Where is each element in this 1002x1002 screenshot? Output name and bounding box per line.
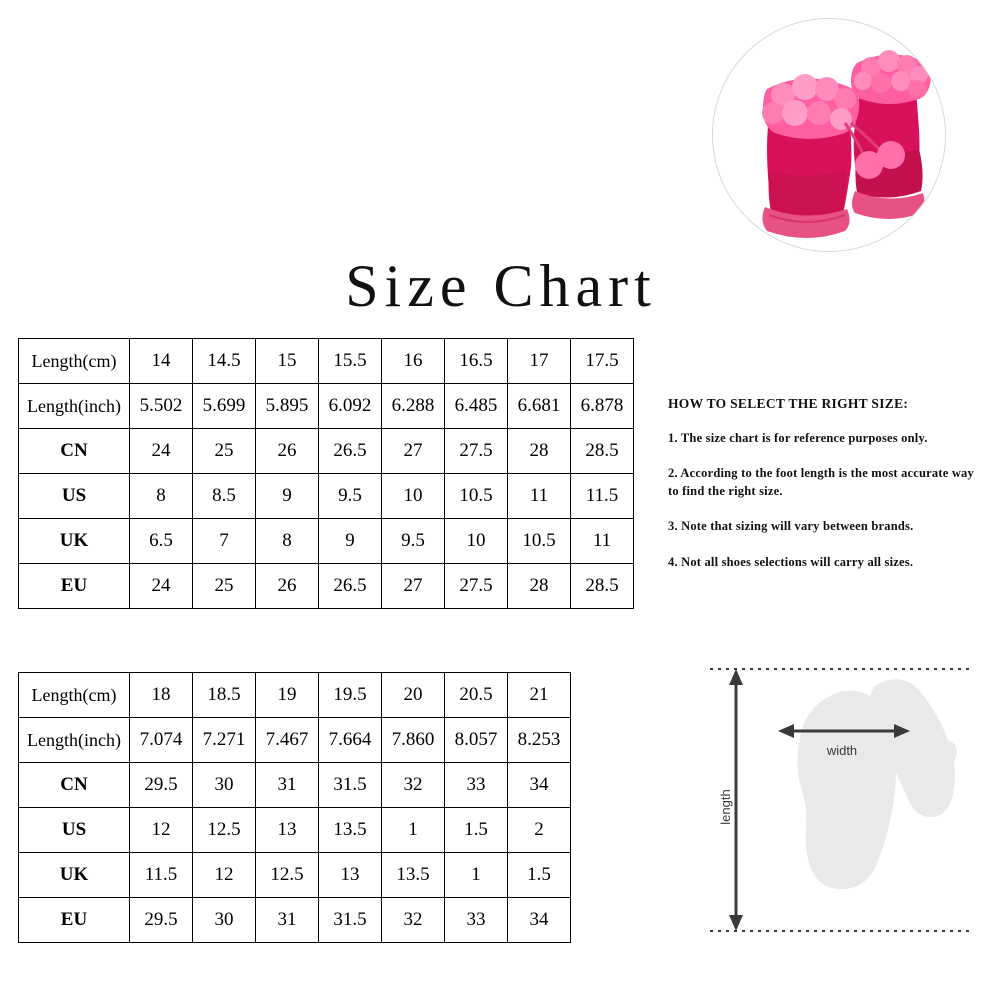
table-cell: 15	[256, 339, 319, 384]
table-cell: 6.288	[382, 384, 445, 429]
how-to-select-item-1: 1. The size chart is for reference purposes only.	[668, 431, 928, 445]
table-cell: 28.5	[571, 429, 634, 474]
table-row	[19, 718, 571, 763]
table-cell: 17	[508, 339, 571, 384]
table-cell: 26	[256, 564, 319, 609]
table-cell: 14.5	[193, 339, 256, 384]
table-cell: 17.5	[571, 339, 634, 384]
table-cell: 10	[382, 474, 445, 519]
length-label: length	[718, 789, 733, 825]
width-label: width	[826, 743, 858, 758]
table-row	[19, 898, 571, 943]
table-cell: 7.664	[319, 718, 382, 763]
row-header: EU	[19, 564, 130, 609]
table-cell: 12.5	[256, 853, 319, 898]
table-cell: 27.5	[445, 564, 508, 609]
table-cell: 26.5	[319, 429, 382, 474]
page-title: Size Chart	[345, 253, 657, 319]
size-table-small	[18, 338, 634, 609]
table-cell: 32	[382, 898, 445, 943]
table-cell: 28	[508, 564, 571, 609]
table-cell: 11.5	[571, 474, 634, 519]
size-table-large	[18, 672, 571, 943]
table-cell: 30	[193, 763, 256, 808]
table-cell: 24	[130, 564, 193, 609]
table-cell: 6.5	[130, 519, 193, 564]
table-cell: 30	[193, 898, 256, 943]
table-cell: 10	[445, 519, 508, 564]
table-cell: 10.5	[508, 519, 571, 564]
table-cell: 29.5	[130, 763, 193, 808]
table-row	[19, 673, 571, 718]
table-cell: 27.5	[445, 429, 508, 474]
table-cell: 16.5	[445, 339, 508, 384]
row-header: UK	[19, 853, 130, 898]
how-to-select-item-2: 2. According to the foot length is the most accurate way to find the right size.	[668, 466, 974, 499]
table-cell: 13	[256, 808, 319, 853]
table-cell: 1.5	[445, 808, 508, 853]
how-to-select-item-4: 4. Not all shoes selections will carry all sizes.	[668, 554, 914, 569]
table-cell: 31.5	[319, 763, 382, 808]
table-cell: 8	[130, 474, 193, 519]
table-cell: 32	[382, 763, 445, 808]
row-header: EU	[19, 898, 130, 943]
row-header: CN	[19, 429, 130, 474]
table-cell: 29.5	[130, 898, 193, 943]
table-cell: 12	[130, 808, 193, 853]
table-cell: 21	[508, 673, 571, 718]
table-cell: 2	[508, 808, 571, 853]
table-cell: 33	[445, 898, 508, 943]
table-cell: 18.5	[193, 673, 256, 718]
table-cell: 20	[382, 673, 445, 718]
table-cell: 11	[571, 519, 634, 564]
table-cell: 25	[193, 429, 256, 474]
foot-measure-diagram	[690, 655, 980, 945]
row-header: Length(cm)	[19, 339, 130, 384]
table-row	[19, 474, 634, 519]
table-cell: 10.5	[445, 474, 508, 519]
table-cell: 6.681	[508, 384, 571, 429]
table-cell: 19.5	[319, 673, 382, 718]
table-cell: 6.092	[319, 384, 382, 429]
table-row	[19, 384, 634, 429]
table-row	[19, 853, 571, 898]
table-cell: 5.699	[193, 384, 256, 429]
table-cell: 7.271	[193, 718, 256, 763]
table-row	[19, 429, 634, 474]
product-photo	[712, 18, 946, 252]
table-cell: 24	[130, 429, 193, 474]
table-cell: 1	[382, 808, 445, 853]
row-header: Length(cm)	[19, 673, 130, 718]
table-cell: 13.5	[382, 853, 445, 898]
table-cell: 7.467	[256, 718, 319, 763]
table-cell: 7	[193, 519, 256, 564]
row-header: Length(inch)	[19, 384, 130, 429]
table-row	[19, 808, 571, 853]
table-row	[19, 339, 634, 384]
table-cell: 14	[130, 339, 193, 384]
table-cell: 8	[256, 519, 319, 564]
row-header: UK	[19, 519, 130, 564]
table-cell: 8.253	[508, 718, 571, 763]
table-cell: 9	[319, 519, 382, 564]
table-cell: 6.878	[571, 384, 634, 429]
table-cell: 11.5	[130, 853, 193, 898]
table-cell: 27	[382, 429, 445, 474]
table-cell: 34	[508, 763, 571, 808]
table-cell: 31.5	[319, 898, 382, 943]
row-header: CN	[19, 763, 130, 808]
table-cell: 6.485	[445, 384, 508, 429]
table-cell: 34	[508, 898, 571, 943]
table-cell: 12	[193, 853, 256, 898]
table-cell: 28	[508, 429, 571, 474]
table-cell: 8.5	[193, 474, 256, 519]
table-cell: 11	[508, 474, 571, 519]
table-row	[19, 519, 634, 564]
footprint-icon	[797, 679, 957, 889]
table-cell: 31	[256, 898, 319, 943]
row-header: US	[19, 808, 130, 853]
table-cell: 5.502	[130, 384, 193, 429]
table-cell: 25	[193, 564, 256, 609]
table-cell: 27	[382, 564, 445, 609]
table-cell: 19	[256, 673, 319, 718]
table-cell: 18	[130, 673, 193, 718]
table-cell: 5.895	[256, 384, 319, 429]
table-cell: 9.5	[382, 519, 445, 564]
how-to-select-title: HOW TO SELECT THE RIGHT SIZE:	[668, 396, 909, 411]
row-header: US	[19, 474, 130, 519]
snow-boots-illustration	[713, 19, 945, 251]
table-cell: 16	[382, 339, 445, 384]
row-header: Length(inch)	[19, 718, 130, 763]
table-cell: 8.057	[445, 718, 508, 763]
table-cell: 26.5	[319, 564, 382, 609]
table-cell: 33	[445, 763, 508, 808]
table-cell: 20.5	[445, 673, 508, 718]
table-cell: 7.860	[382, 718, 445, 763]
table-row	[19, 763, 571, 808]
table-cell: 1	[445, 853, 508, 898]
table-cell: 28.5	[571, 564, 634, 609]
table-row	[19, 564, 634, 609]
table-cell: 26	[256, 429, 319, 474]
table-cell: 12.5	[193, 808, 256, 853]
table-cell: 31	[256, 763, 319, 808]
table-cell: 7.074	[130, 718, 193, 763]
table-cell: 9	[256, 474, 319, 519]
table-cell: 9.5	[319, 474, 382, 519]
table-cell: 1.5	[508, 853, 571, 898]
how-to-select-section	[668, 396, 988, 588]
table-cell: 13.5	[319, 808, 382, 853]
how-to-select-item-3: 3. Note that sizing will vary between brands.	[668, 519, 914, 534]
table-cell: 13	[319, 853, 382, 898]
table-cell: 15.5	[319, 339, 382, 384]
